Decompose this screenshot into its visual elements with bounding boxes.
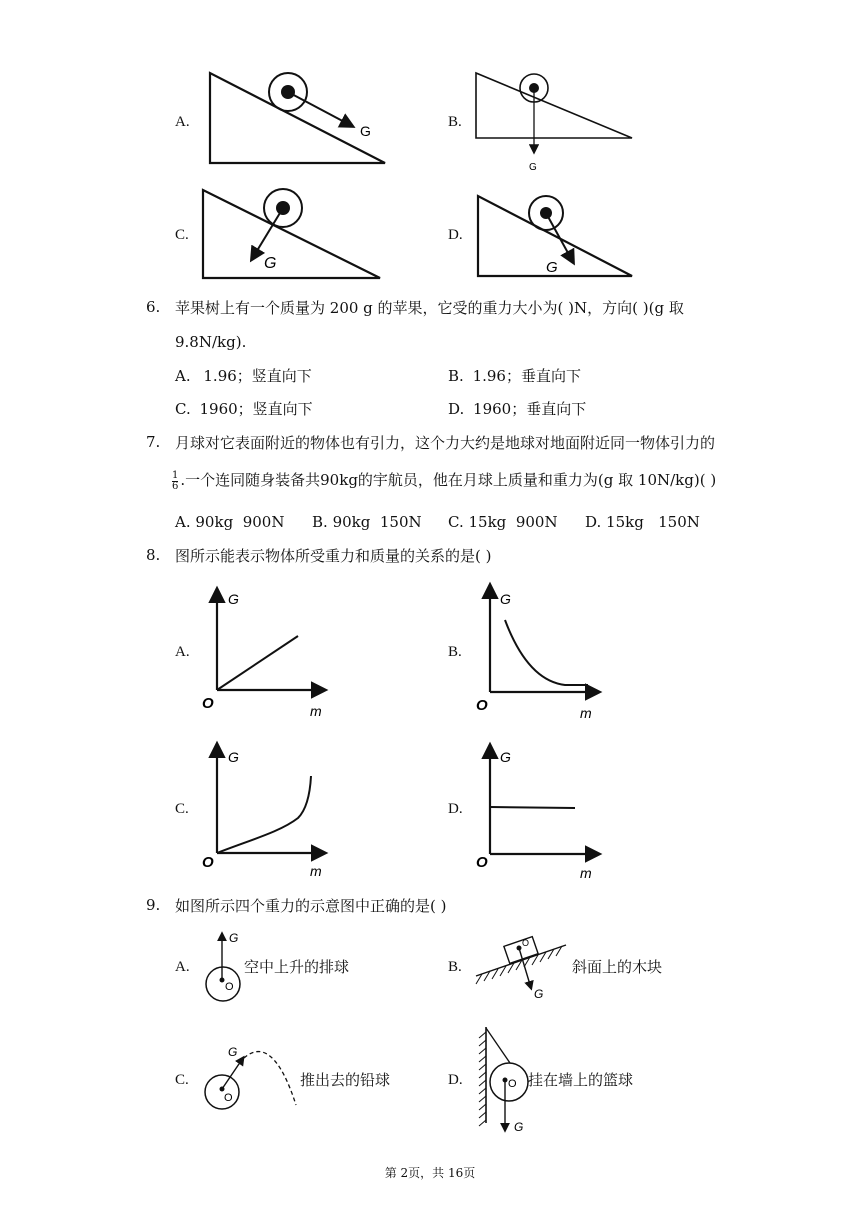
q6-number: 6. [146,298,161,316]
q8-c-x-label: m [310,863,322,879]
q8-a-y-label: G [228,591,239,607]
q9-c-o-label: O [224,1092,233,1104]
q9-d-o-label: O [508,1078,517,1090]
q9-diagram-a [206,931,240,1001]
q8-b-y-label: G [500,591,511,607]
q9-b-g-label: G [534,987,544,1001]
q8-number: 8. [146,546,161,564]
q8-b-x-label: m [580,705,592,721]
q8-c-y-label: G [228,749,239,765]
q5-option-b-key: B. [448,114,462,130]
q9-option-c-caption: 推出去的铅球 [300,1071,391,1089]
q7-fraction-numerator: 1 [172,469,179,481]
q7-option-a-key: A. [175,513,191,531]
q5-option-a-key: A. [175,114,190,130]
q6-option-c-text: 1960；竖直向下 [199,400,313,418]
q5-option-c-key: C. [175,227,189,243]
q9-number: 9. [146,896,161,914]
q6-option-a-key: A. [175,367,191,385]
q9-diagram-b [476,937,566,1001]
q7-option-b-text: 90kg 150N [332,513,422,531]
q7-option-c-text: 15kg 900N [468,513,558,531]
q6-stem-line2: 9.8N/kg). [175,333,247,351]
q8-stem: 图所示能表示物体所受重力和质量的关系的是( ) [175,547,492,565]
q9-c-g-label: G [228,1045,238,1059]
q9-diagram-c [205,1045,296,1109]
q8-a-x-label: m [310,703,322,719]
q9-option-b-caption: 斜面上的木块 [572,958,663,976]
q7-option-d-key: D. [585,513,602,531]
q9-option-a-caption: 空中上升的排球 [244,958,350,976]
q8-d-y-label: G [500,749,511,765]
q9-stem: 如图所示四个重力的示意图中正确的是( ) [175,897,447,915]
q9-diagram-d [479,1027,528,1134]
q7-option-a-text: 90kg 900N [195,513,285,531]
q9-d-g-label: G [514,1120,524,1134]
q8-a-origin: O [202,695,214,712]
q8-b-origin: O [476,697,488,714]
q8-d-x-label: m [580,865,592,881]
q9-a-g-label: G [229,931,239,945]
q6-option-d-key: D. [448,400,465,418]
q6-option-b-key: B. [448,367,464,385]
q7-option-b-key: B. [312,513,328,531]
q5-option-d-key: D. [448,227,463,243]
q7-option-c-key: C. [448,513,464,531]
q9-option-d-key: D. [448,1072,463,1088]
page-footer: 第 2页，共 16页 [384,1166,476,1180]
q8-option-b-key: B. [448,644,462,660]
q5-b-g-label: G [529,162,537,173]
q8-c-origin: O [202,854,214,871]
q6-option-c-key: C. [175,400,191,418]
q9-a-o-label: O [225,981,234,993]
q6-option-a-text: 1.96；竖直向下 [203,367,312,385]
q7-number: 7. [146,433,161,451]
q6-option-b-text: 1.96；垂直向下 [472,367,581,385]
q7-stem-line2: .一个连同随身装备共90kg的宇航员，他在月球上质量和重力为(g 取 10N/kg)( ) [180,471,717,489]
q8-option-c-key: C. [175,801,189,817]
q8-d-origin: O [476,854,488,871]
q9-option-a-key: A. [175,959,190,975]
q5-a-g-label: G [360,123,371,139]
q6-option-d-text: 1960；垂直向下 [473,400,587,418]
q8-option-d-key: D. [448,801,463,817]
q9-b-o-label: O [522,938,530,948]
q9-option-c-key: C. [175,1072,189,1088]
q9-option-d-caption: 挂在墙上的篮球 [528,1071,634,1089]
q7-fraction-denominator: 6 [172,480,179,492]
q6-stem-line1: 苹果树上有一个质量为 200 g 的苹果，它受的重力大小为( )N，方向( )(g 取 [175,299,684,317]
q5-c-g-label: G [264,255,277,272]
q8-option-a-key: A. [175,644,190,660]
q9-option-b-key: B. [448,959,462,975]
q7-option-d-text: 15kg 150N [606,513,700,531]
q7-stem-line1: 月球对它表面附近的物体也有引力，这个力大约是地球对地面附近同一物体引力的 [175,434,716,452]
q5-d-g-label: G [546,259,558,276]
